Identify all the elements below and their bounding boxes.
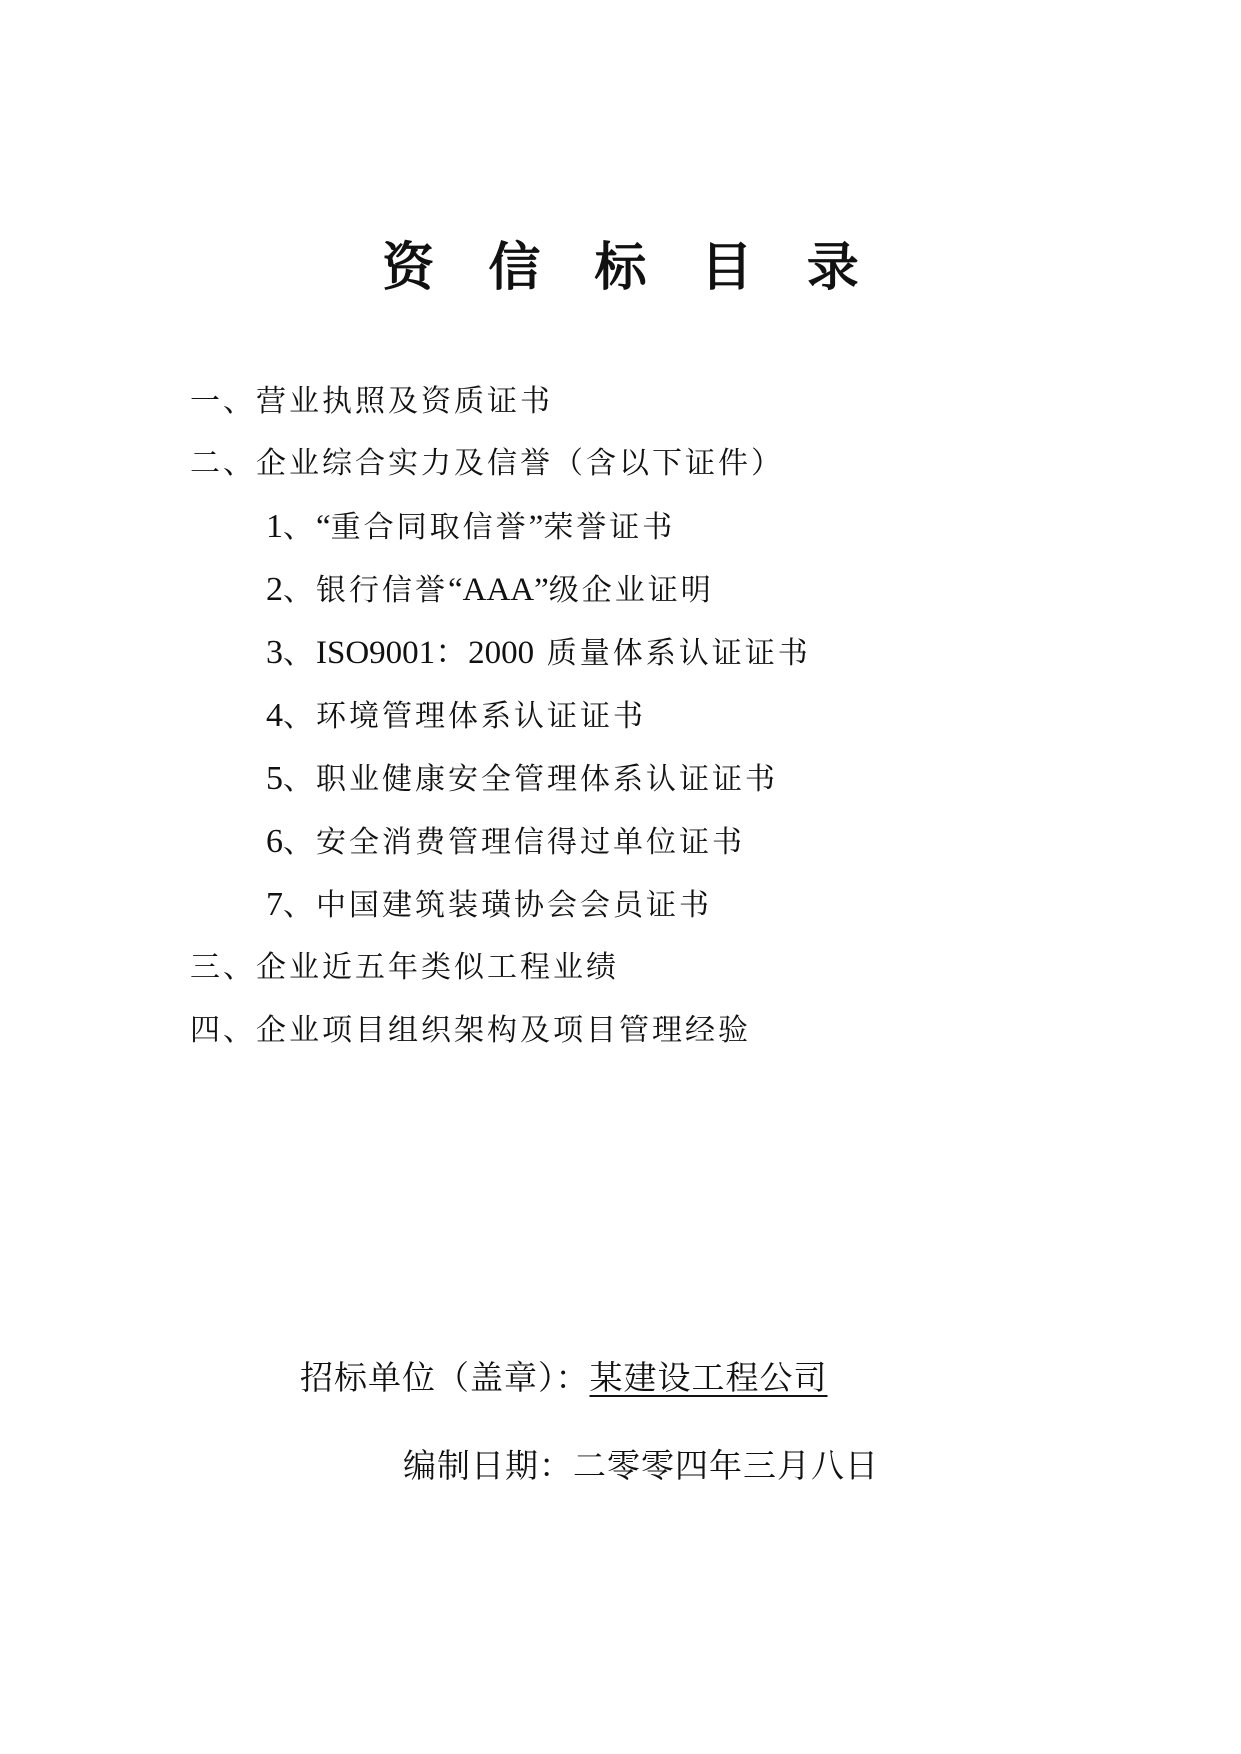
date-line xyxy=(403,1446,879,1486)
toc-subitem-4-number: 4 xyxy=(266,697,283,734)
toc-subitem-3-sep: 、 xyxy=(283,636,316,671)
toc-item-1-prefix: 一、 xyxy=(190,384,256,419)
bidder-name: 某建设工程公司 xyxy=(589,1358,828,1397)
toc-item-3 xyxy=(190,950,619,986)
toc-subitem-6-text: 安全消费管理信得过单位证书 xyxy=(316,825,745,860)
toc-subitem-1-text: 荣誉证书 xyxy=(543,510,676,545)
toc-item-2-prefix: 二、 xyxy=(190,446,256,481)
toc-subitem-5-sep: 、 xyxy=(283,762,316,797)
toc-subitem-4-sep: 、 xyxy=(283,699,316,734)
toc-subitem-3 xyxy=(266,635,811,672)
date-value: 二零零四年三月八日 xyxy=(573,1446,879,1485)
toc-subitem-2-rating: “AAA” xyxy=(448,572,549,608)
date-label: 编制日期： xyxy=(403,1446,573,1485)
toc-subitem-6-sep: 、 xyxy=(283,825,316,860)
toc-subitem-1-quoted: 重合同取信誉 xyxy=(330,510,529,545)
toc-subitem-2-number: 2 xyxy=(266,571,283,608)
bidder-line xyxy=(300,1358,828,1398)
toc-item-3-prefix: 三、 xyxy=(190,950,256,985)
toc-subitem-2-text-c: 级企业证明 xyxy=(548,573,714,608)
toc-item-2-text: 企业综合实力及信誉（含以下证件） xyxy=(256,446,784,481)
toc-subitem-5-text: 职业健康安全管理体系认证证书 xyxy=(316,762,778,797)
toc-subitem-7-text: 中国建筑装璜协会会员证书 xyxy=(316,888,712,923)
toc-item-4 xyxy=(190,1013,751,1049)
toc-subitem-1 xyxy=(266,509,675,546)
toc-subitem-3-text: 质量体系认证证书 xyxy=(534,636,811,671)
toc-subitem-6 xyxy=(266,824,745,861)
toc-subitem-1-open-quote: “ xyxy=(316,509,331,545)
toc-subitem-2-sep: 、 xyxy=(283,573,316,608)
toc-subitem-1-number: 1 xyxy=(266,508,283,545)
toc-item-2 xyxy=(190,446,784,482)
toc-subitem-2-text-a: 银行信誉 xyxy=(316,573,448,608)
toc-subitem-4-text: 环境管理体系认证证书 xyxy=(316,699,646,734)
toc-item-1 xyxy=(190,384,553,420)
toc-subitem-7 xyxy=(266,887,712,924)
toc-subitem-5-number: 5 xyxy=(266,760,283,797)
toc-item-1-text: 营业执照及资质证书 xyxy=(256,384,553,419)
toc-subitem-1-sep: 、 xyxy=(283,510,316,545)
toc-subitem-1-close-quote: ” xyxy=(528,509,544,545)
toc-item-4-text: 企业项目组织架构及项目管理经验 xyxy=(256,1013,751,1048)
toc-subitem-4 xyxy=(266,698,646,735)
toc-subitem-5 xyxy=(266,761,778,798)
toc-subitem-2 xyxy=(266,572,714,609)
toc-subitem-6-number: 6 xyxy=(266,823,283,860)
toc-subitem-3-number: 3 xyxy=(266,634,283,671)
toc-subitem-3-standard: ISO9001：2000 xyxy=(316,635,535,671)
toc-subitem-7-number: 7 xyxy=(266,886,283,923)
bidder-label: 招标单位（盖章）： xyxy=(300,1358,590,1397)
toc-subitem-7-sep: 、 xyxy=(283,888,316,923)
toc-item-3-text: 企业近五年类似工程业绩 xyxy=(256,950,619,985)
page-title: 资 信 标 目 录 xyxy=(382,238,877,298)
toc-item-4-prefix: 四、 xyxy=(190,1013,256,1048)
